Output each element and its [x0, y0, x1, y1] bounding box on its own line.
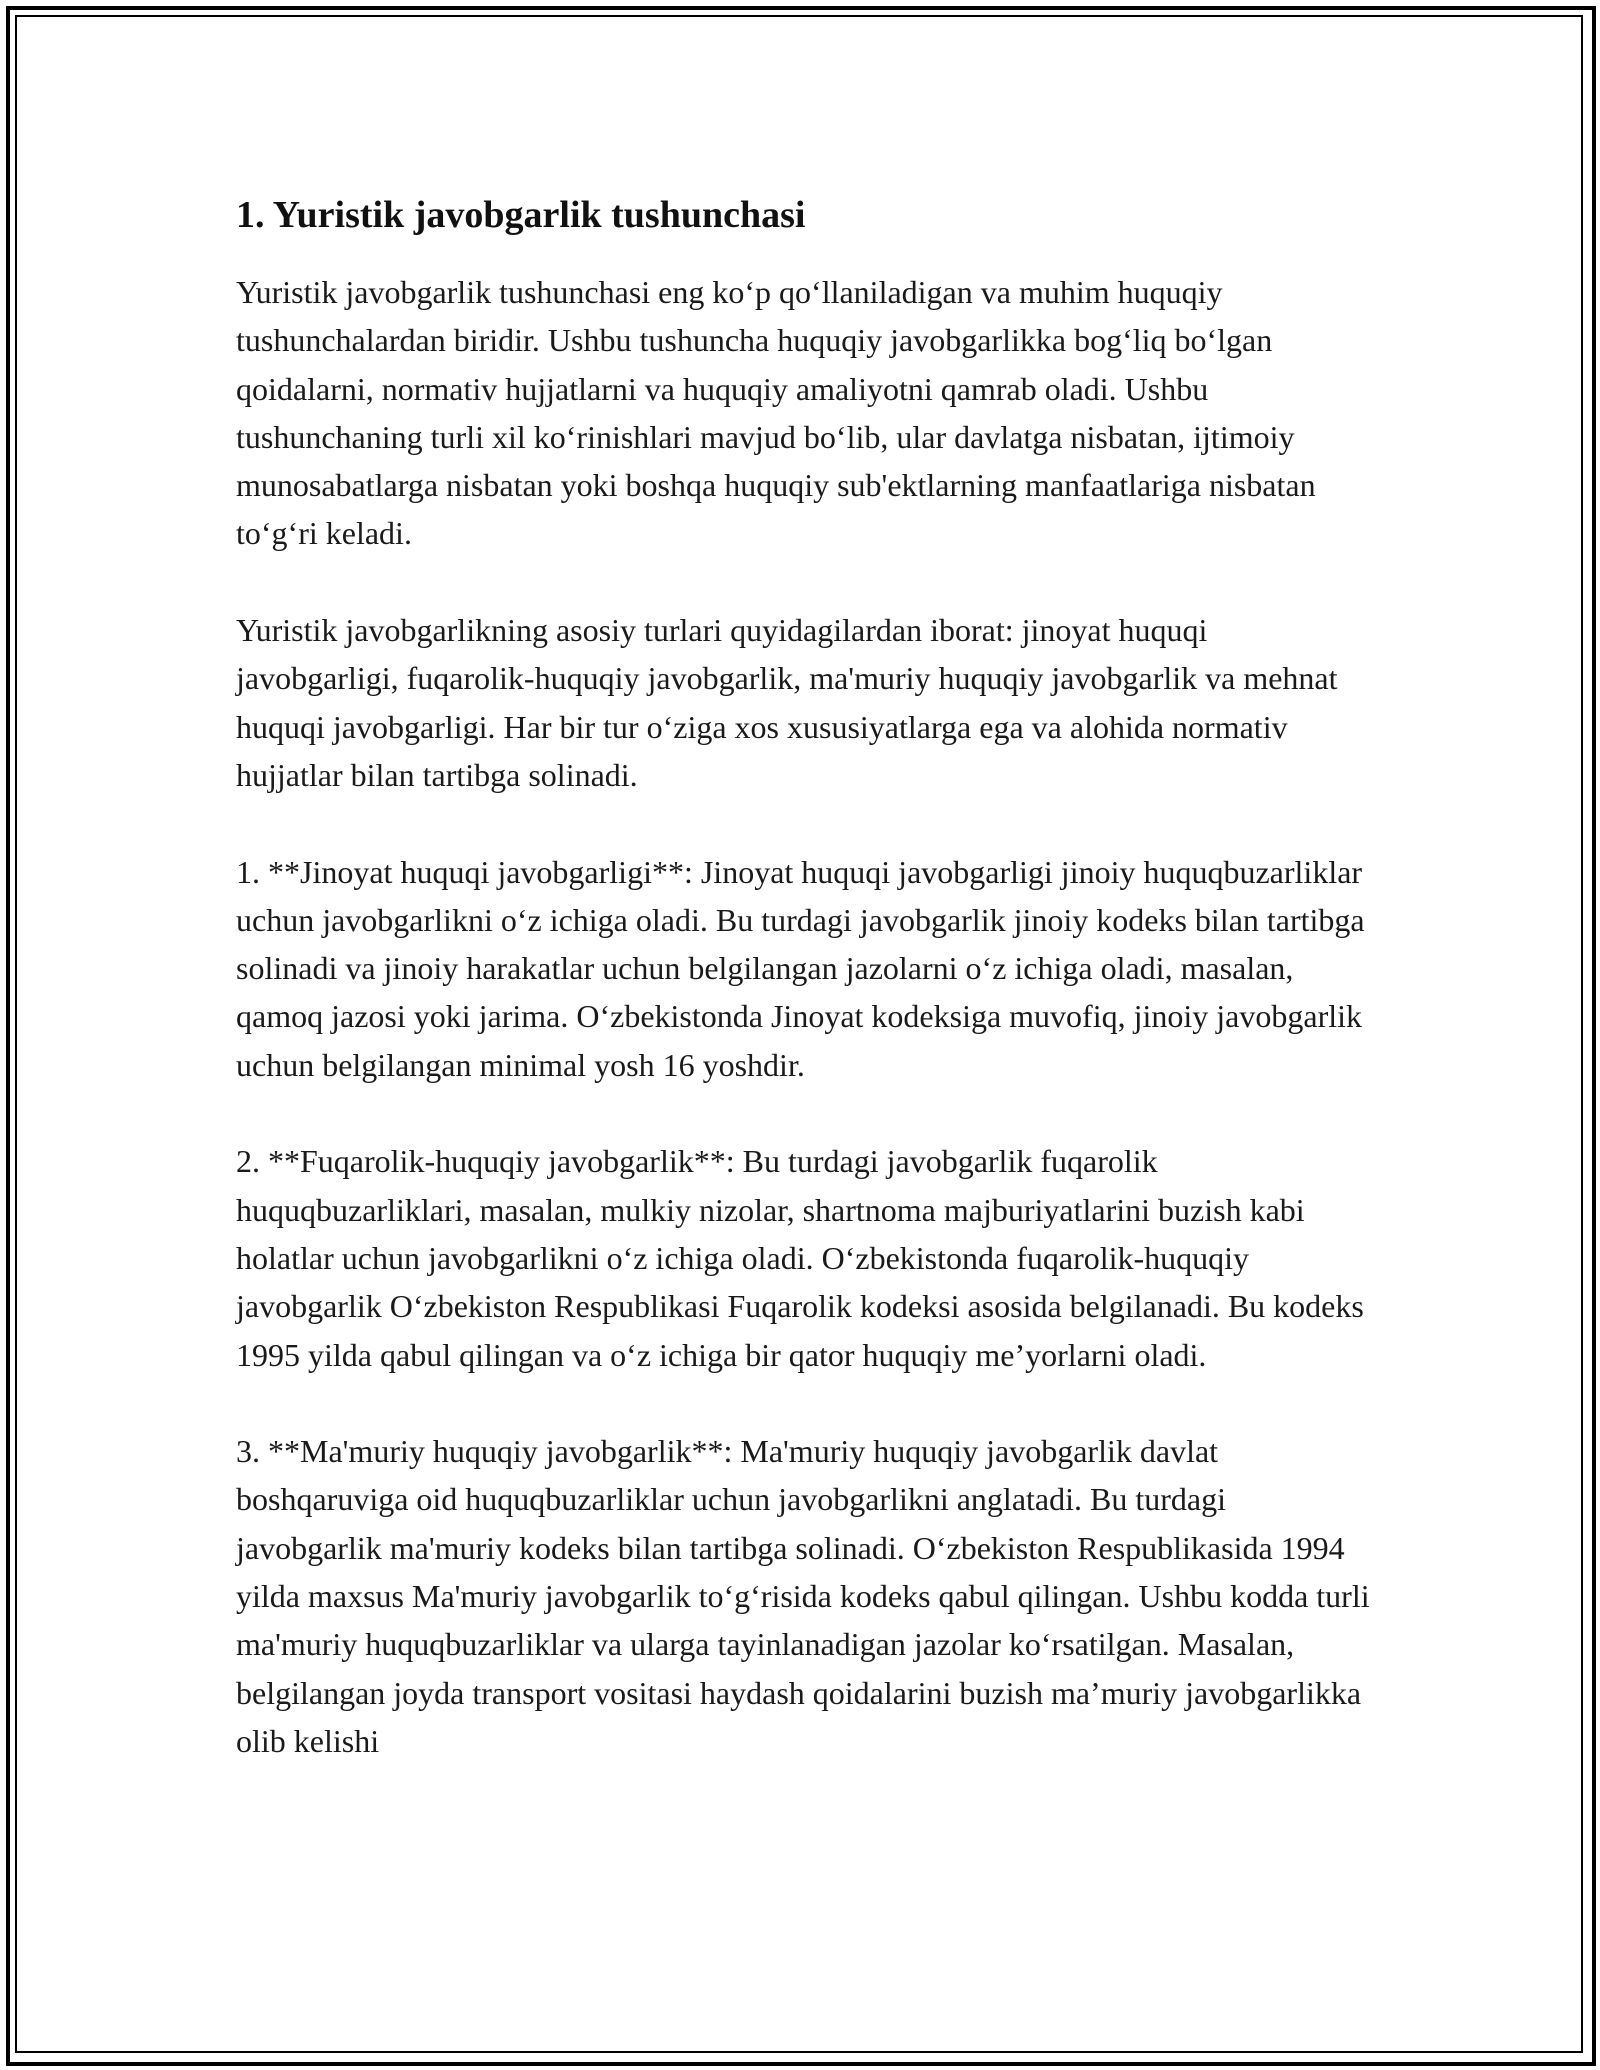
paragraph-criminal-liability: 1. **Jinoyat huquqi javobgarligi**: Jinoyat huquqi javobgarligi jinoiy huquqbuzarliklar uchun javobgarlikni oʻz ichiga oladi. Bu turdagi javobgarlik jinoiy kodeks bilan tartibga solinadi va jinoiy harakatlar uchun belgilangan jazolarni oʻz ichiga oladi, masalan, qamoq jazosi yoki jarima. Oʻzbekistonda Jinoyat kodeksiga muvofiq, jinoiy javobgarlik uchun belgilangan minimal yosh 16 yoshdir.	[236, 853, 1365, 1083]
paragraph-types: Yuristik javobgarlikning asosiy turlari quyidagilardan iborat: jinoyat huquqi javobgarligi, fuqarolik-huquqiy javobgarlik, ma'muriy huquqiy javobgarlik va mehnat huquqi javobgarligi. Har bir tur oʻziga xos xususiyatlarga ega va alohida normativ hujjatlar bilan tartibga solinadi.	[236, 612, 1338, 793]
document-body	[236, 186, 1376, 1814]
paragraph-administrative-liability: 3. **Ma'muriy huquqiy javobgarlik**: Ma'muriy huquqiy javobgarlik davlat boshqaruviga oid huquqbuzarliklar uchun javobgarlikni anglatadi. Bu turdagi javobgarlik ma'muriy kodeks bilan tartibga solinadi. Oʻzbekiston Respublikasida 1994 yilda maxsus Ma'muriy javobgarlik toʻgʻrisida kodeks qabul qilingan. Ushbu kodda turli ma'muriy huquqbuzarliklar va ularga tayinlanadigan jazolar koʻrsatilgan. Masalan, belgilangan joyda transport vositasi haydash qoidalarini buzish ma’muriy javobgarlikka olib kelishi	[236, 1433, 1370, 1759]
section-heading: 1. Yuristik javobgarlik tushunchasi	[236, 194, 806, 236]
paragraph-intro: Yuristik javobgarlik tushunchasi eng koʻp qoʻllaniladigan va muhim huquqiy tushunchalardan biridir. Ushbu tushuncha huquqiy javobgarlikka bogʻliq boʻlgan qoidalarni, normativ hujjatlarni va huquqiy amaliyotni qamrab oladi. Ushbu tushunchaning turli xil koʻrinishlari mavjud boʻlib, ular davlatga nisbatan, ijtimoiy munosabatlarga nisbatan yoki boshqa huquqiy sub'ektlarning manfaatlariga nisbatan toʻgʻri keladi.	[236, 274, 1316, 552]
paragraph-civil-liability: 2. **Fuqarolik-huquqiy javobgarlik**: Bu turdagi javobgarlik fuqarolik huquqbuzarliklari, masalan, mulkiy nizolar, shartnoma majburiyatlarini buzish kabi holatlar uchun javobgarlikni oʻz ichiga oladi. Oʻzbekistonda fuqarolik-huquqiy javobgarlik Oʻzbekiston Respublikasi Fuqarolik kodeksi asosida belgilanadi. Bu kodeks 1995 yilda qabul qilingan va oʻz ichiga bir qator huquqiy me’yorlarni oladi.	[236, 1143, 1364, 1373]
